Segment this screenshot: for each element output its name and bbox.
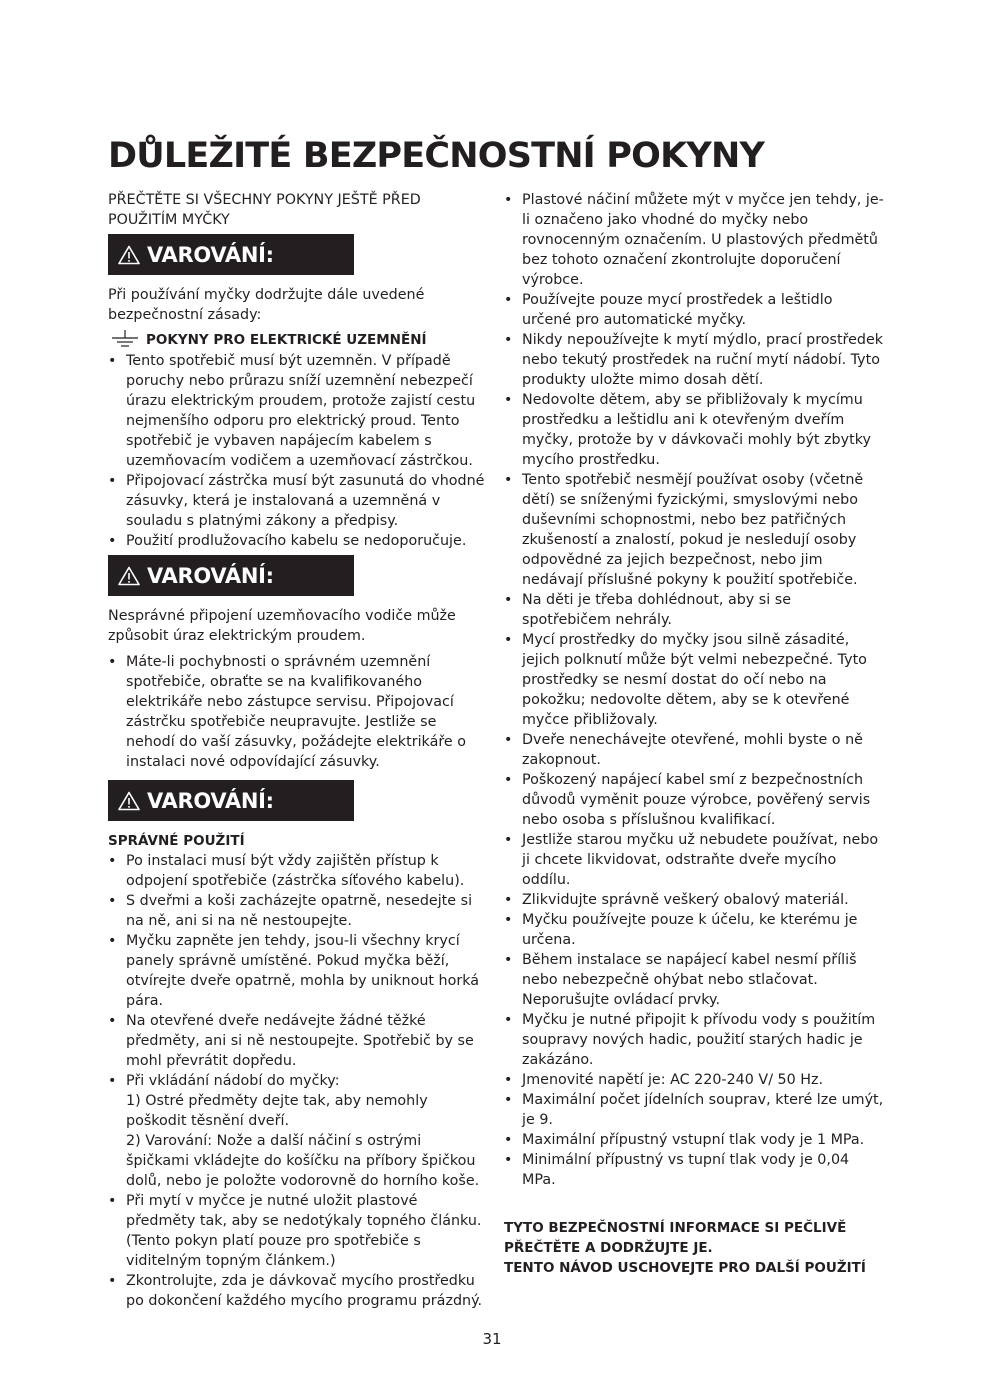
warning-label: VAROVÁNÍ: bbox=[147, 242, 274, 267]
list-item: • Minimální přípustný vs tupní tlak vody je 0,04 MPa. bbox=[504, 1150, 884, 1190]
warning-2-text: Nesprávné připojení uzemňovacího vodiče může způsobit úraz elektrickým proudem. bbox=[108, 608, 456, 644]
list-item: • Po instalaci musí být vždy zajištěn přístup k odpojení spotřebiče (zástrčka síťového kabelu). bbox=[108, 851, 486, 891]
warning-banner-3 bbox=[108, 780, 354, 821]
grounding-list bbox=[108, 351, 486, 551]
page-number: 31 bbox=[482, 1330, 502, 1348]
list-item: • Tento spotřebič musí být uzemněn. V případě poruchy nebo průrazu sníží uzemnění nebezpečí úrazu elektrickým proudem, protože zajistí cestu nejmenšího odporu pro elektrický proud. Tento spotřebič je vybaven napájecím kabelem s uzemňovacím vodičem a uzemňovací zástrčkou. bbox=[108, 351, 486, 471]
correct-use-heading: SPRÁVNÉ POUŽITÍ bbox=[108, 833, 245, 849]
list-item: • Při mytí v myčce je nutné uložit plastové předměty tak, aby se nedotýkaly topného článku. (Tento pokyn platí pouze pro spotřebiče s viditelným topným článkem.) bbox=[108, 1191, 486, 1271]
page-title: DŮLEŽITÉ BEZPEČNOSTNÍ POKYNY bbox=[108, 136, 764, 176]
right-column bbox=[504, 190, 884, 1278]
list-item: • Maximální přípustný vstupní tlak vody je 1 MPa. bbox=[504, 1130, 884, 1150]
warning-1-text: Při používání myčky dodržujte dále uvedené bezpečnostní zásady: bbox=[108, 287, 425, 323]
list-item: • Nedovolte dětem, aby se přibližovaly k mycímu prostředku a leštidlu ani k otevřeným dveřím myčky, protože by v dávkovači mohly být zbytky mycího prostředku. bbox=[504, 390, 884, 470]
list-item: • Maximální počet jídelních souprav, které lze umýt, je 9. bbox=[504, 1090, 884, 1130]
warning-triangle-icon bbox=[118, 566, 140, 586]
right-list bbox=[504, 190, 884, 1190]
list-item: • Použití prodlužovacího kabelu se nedoporučuje. bbox=[108, 531, 486, 551]
list-item: • S dveřmi a koši zacházejte opatrně, nesedejte si na ně, ani si na ně nestoupejte. bbox=[108, 891, 486, 931]
closing-line-1: TYTO BEZPEČNOSTNÍ INFORMACE SI PEČLIVĚ PŘEČTĚTE A DODRŽUJTE JE. bbox=[504, 1220, 847, 1256]
correct-use-list bbox=[108, 851, 486, 1311]
list-item: • Používejte pouze mycí prostředek a leštidlo určené pro automatické myčky. bbox=[504, 290, 884, 330]
list-item: • Jestliže starou myčku už nebudete používat, nebo ji chcete likvidovat, odstraňte dveře mycího oddílu. bbox=[504, 830, 884, 890]
list-item: • Na otevřené dveře nedávejte žádné těžké předměty, ani si ně nestoupejte. Spotřebič by se mohl převrátit dopředu. bbox=[108, 1011, 486, 1071]
list-item: • Poškozený napájecí kabel smí z bezpečnostních důvodů vyměnit pouze výrobce, pověřený servis nebo osoba s příslušnou kvalifikací. bbox=[504, 770, 884, 830]
closing-line-2: TENTO NÁVOD USCHOVEJTE PRO DALŠÍ POUŽITÍ bbox=[504, 1260, 866, 1276]
intro-text: PŘEČTĚTE SI VŠECHNY POKYNY JEŠTĚ PŘED POUŽITÍM MYČKY bbox=[108, 192, 421, 228]
list-item: • Tento spotřebič nesmějí používat osoby (včetně dětí) se sníženými fyzickými, smyslovými nebo duševními schopnostmi, nebo bez patřičných zkušeností a znalostí, pokud je nesledují osoby odpovědné za jejich bezpečnost, nebo jim nedávají příslušné pokyny k použití spotřebiče. bbox=[504, 470, 884, 590]
list-item: • Připojovací zástrčka musí být zasunutá do vhodné zásuvky, která je instalovaná a uzemněná v souladu s platnými zákony a předpisy. bbox=[108, 471, 486, 531]
warning-banner-1 bbox=[108, 234, 354, 275]
list-item: • Nikdy nepoužívejte k mytí mýdlo, prací prostředek nebo tekutý prostředek na ruční mytí nádobí. Tyto produkty uložte mimo dosah dětí. bbox=[504, 330, 884, 390]
list-item: • Myčku je nutné připojit k přívodu vody s použitím soupravy nových hadic, použití starých hadic je zakázáno. bbox=[504, 1010, 884, 1070]
list-item: • Při vkládání nádobí do myčky: 1) Ostré předměty dejte tak, aby nemohly poškodit těsnění dveří. 2) Varování: Nože a další náčiní s ostrými špičkami vkládejte do košíčku na příbory špičkou dolů, nebo je položte vodorovně do horního koše. bbox=[108, 1071, 486, 1191]
ground-symbol-icon bbox=[110, 329, 140, 351]
list-item: • Jmenovité napětí je: AC 220-240 V/ 50 Hz. bbox=[504, 1070, 884, 1090]
list-item: • Myčku používejte pouze k účelu, ke kterému je určena. bbox=[504, 910, 884, 950]
warning-label: VAROVÁNÍ: bbox=[147, 563, 274, 588]
grounding-heading: POKYNY PRO ELEKTRICKÉ UZEMNĚNÍ bbox=[146, 332, 427, 348]
warning-triangle-icon bbox=[118, 791, 140, 811]
left-column bbox=[108, 190, 486, 1311]
list-item: • Plastové náčiní můžete mýt v myčce jen tehdy, je-li označeno jako vhodné do myčky nebo rovnocenným označením. U plastových předmětů bez tohoto označení zkontrolujte doporučení výrobce. bbox=[504, 190, 884, 290]
list-item: • Máte-li pochybnosti o správném uzemnění spotřebiče, obraťte se na kvalifikovaného elektrikáře nebo zástupce servisu. Připojovací zástrčku spotřebiče neupravujte. Jestliže se nehodí do vaší zásuvky, požádejte elektrikáře o instalaci nové odpovídající zásuvky. bbox=[108, 652, 486, 772]
warning-label: VAROVÁNÍ: bbox=[147, 788, 274, 813]
warning-banner-2 bbox=[108, 555, 354, 596]
grounding-heading-row bbox=[110, 329, 486, 351]
list-item: • Na děti je třeba dohlédnout, aby si se spotřebičem nehrály. bbox=[504, 590, 884, 630]
list-item: • Zlikvidujte správně veškerý obalový materiál. bbox=[504, 890, 884, 910]
list-item: • Mycí prostředky do myčky jsou silně zásadité, jejich polknutí může být velmi nebezpečné. Tyto prostředky se nesmí dostat do očí nebo na pokožku; nedovolte dětem, aby se k otevřené myčce přibližovaly. bbox=[504, 630, 884, 730]
warning-triangle-icon bbox=[118, 245, 140, 265]
warning-2-list bbox=[108, 652, 486, 772]
list-item: • Během instalace se napájecí kabel nesmí příliš nebo nebezpečně ohýbat nebo stlačovat. Neporušujte ovládací prvky. bbox=[504, 950, 884, 1010]
closing-note bbox=[504, 1218, 884, 1278]
list-item: • Zkontrolujte, zda je dávkovač mycího prostředku po dokončení každého mycího programu prázdný. bbox=[108, 1271, 486, 1311]
list-item: • Dveře nenechávejte otevřené, mohli byste o ně zakopnout. bbox=[504, 730, 884, 770]
list-item: • Myčku zapněte jen tehdy, jsou-li všechny krycí panely správně umístěné. Pokud myčka běží, otvírejte dveře opatrně, mohla by uniknout horká pára. bbox=[108, 931, 486, 1011]
